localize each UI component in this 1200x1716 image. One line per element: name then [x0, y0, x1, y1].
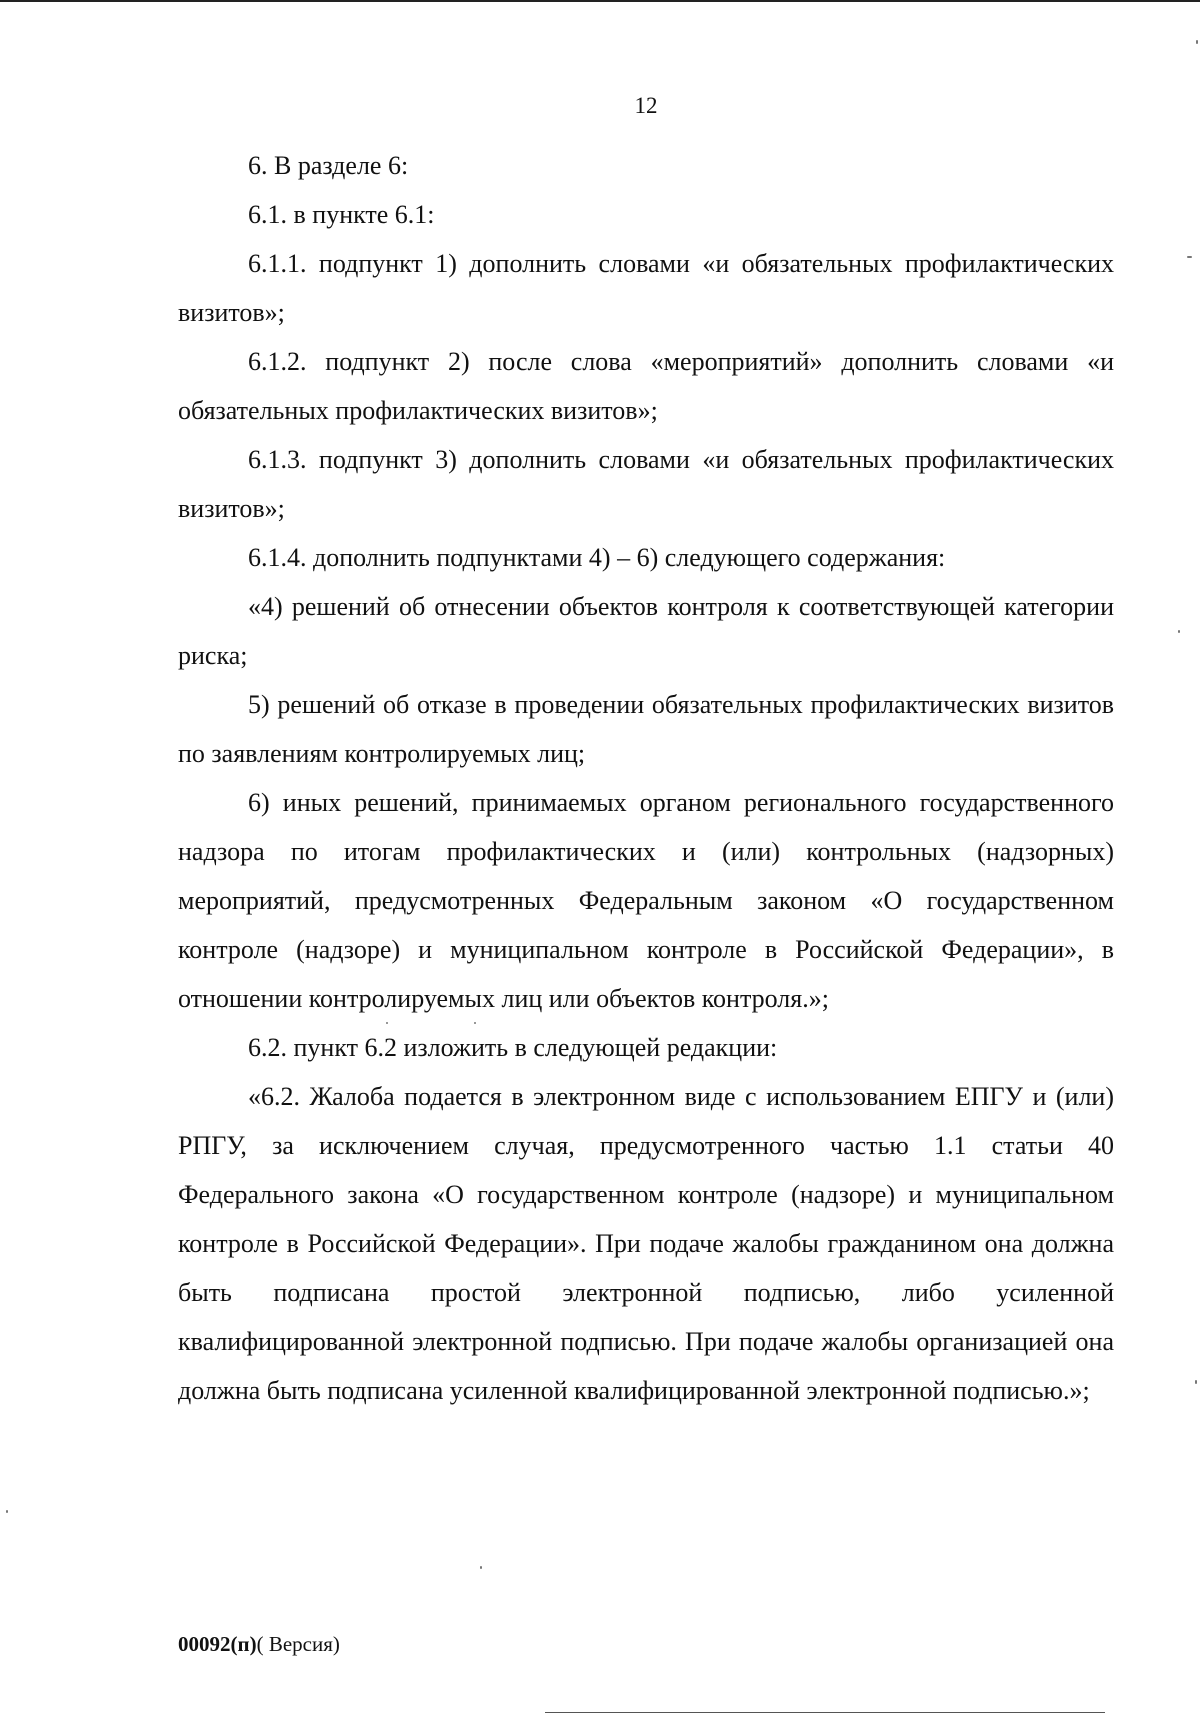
paragraph-subitem-6: 6) иных решений, принимаемых органом регионального государственного надзора по итогам профилактических и (или) контрольных (надзорных) мероприятий, предусмотренных Федеральным законом «О государственном контроле (надзоре) и муниципальном контроле в Российской Федерации», в отношении контролируемых лиц или объектов контроля.»;	[178, 788, 1114, 1013]
document-code: 00092(п)	[178, 1632, 257, 1656]
scan-speck	[1187, 256, 1192, 258]
paragraph-6-1: 6.1. в пункте 6.1:	[248, 200, 435, 229]
document-footer	[178, 1630, 340, 1658]
page-number: 12	[634, 93, 658, 118]
paragraph-subitem-5: 5) решений об отказе в проведении обязательных профилактических визитов по заявлениям контролируемых лиц;	[178, 690, 1114, 768]
paragraph-subitem-4: «4) решений об отнесении объектов контроля к соответствующей категории риска;	[178, 592, 1114, 670]
top-scan-edge	[0, 0, 1200, 2]
paragraph-6-1-4: 6.1.4. дополнить подпунктами 4) – 6) следующего содержания:	[248, 543, 946, 572]
scan-speck	[6, 1510, 8, 1513]
document-version: ( Версия)	[256, 1632, 340, 1656]
paragraph-section-6: 6. В разделе 6:	[248, 151, 409, 180]
paragraph-6-2: 6.2. пункт 6.2 изложить в следующей редакции:	[248, 1033, 778, 1062]
scan-speck	[386, 1022, 388, 1024]
paragraph-6-2-text: «6.2. Жалоба подается в электронном виде с использованием ЕПГУ и (или) РПГУ, за исключением случая, предусмотренного частью 1.1 статьи 40 Федерального закона «О государственном контроле (надзоре) и муниципальном контроле в Российской Федерации». При подаче жалобы гражданином она должна быть подписана простой электронной подписью, либо усиленной квалифицированной электронной подписью. При подаче жалобы организацией она должна быть подписана усиленной квалифицированной электронной подписью.»;	[178, 1082, 1114, 1405]
paragraph-6-1-1: 6.1.1. подпункт 1) дополнить словами «и обязательных профилактических визитов»;	[178, 249, 1114, 327]
scan-speck	[480, 1566, 482, 1569]
document-body	[178, 141, 1114, 1415]
scan-speck	[1196, 40, 1198, 44]
scan-speck	[1178, 630, 1180, 633]
scan-speck	[1195, 1380, 1197, 1384]
paragraph-6-1-3: 6.1.3. подпункт 3) дополнить словами «и обязательных профилактических визитов»;	[178, 445, 1114, 523]
paragraph-6-1-2: 6.1.2. подпункт 2) после слова «мероприятий» дополнить словами «и обязательных профилактических визитов»;	[178, 347, 1114, 425]
bottom-scan-edge	[545, 1712, 1105, 1713]
scan-speck	[474, 1022, 476, 1024]
